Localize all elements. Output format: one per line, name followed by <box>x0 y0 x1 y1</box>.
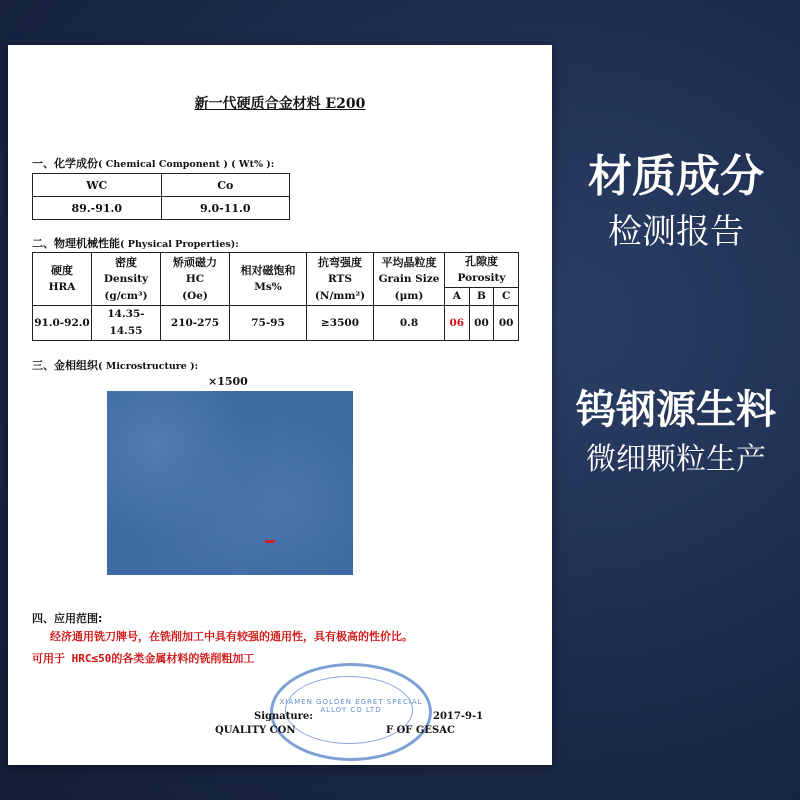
rts-header <box>307 253 374 306</box>
ms-value: 75-95 <box>230 306 307 341</box>
rts-en: RTS <box>328 272 352 285</box>
porosity-value-c: 00 <box>494 306 519 341</box>
grain-value: 0.8 <box>374 306 445 341</box>
grain-unit: (μm) <box>394 289 424 302</box>
porosity-header <box>445 253 519 288</box>
hardness-zh: 硬度 <box>51 264 73 277</box>
coercive-zh: 矫顽磁力 <box>173 255 217 269</box>
physical-table <box>32 252 519 341</box>
quality-label-right: F OF GESAC <box>386 725 455 736</box>
micro-marker <box>265 540 275 543</box>
application-line-1: 经济通用铣刀牌号，在铣削加工中具有较强的通用性，具有极高的性价比。 <box>50 630 413 643</box>
porosity-value-b: 00 <box>469 306 494 341</box>
chem-value-co: 9.0-11.0 <box>161 197 290 220</box>
hardness-en: HRA <box>48 281 76 293</box>
section-physical-heading <box>32 235 239 251</box>
subhead-report: 检测报告 <box>608 212 744 252</box>
chemical-table <box>32 173 290 220</box>
quality-label-left: QUALITY CON <box>215 725 296 736</box>
coercive-header <box>161 253 230 306</box>
section-application-heading: 四、应用范围: <box>32 612 103 625</box>
section-microstructure-heading <box>32 357 198 373</box>
microstructure-image <box>107 391 353 575</box>
hardness-value: 91.0-92.0 <box>33 306 92 341</box>
report-paper <box>8 45 552 765</box>
coercive-value: 210-275 <box>161 306 230 341</box>
section-physical-en: ( Physical Properties): <box>120 239 239 250</box>
density-en: Density <box>103 272 149 285</box>
hardness-header <box>33 253 92 306</box>
rts-zh: 抗弯强度 <box>318 255 362 269</box>
report-title: 新一代硬质合金材料 E200 <box>194 96 366 112</box>
coercive-unit: (Oe) <box>182 289 208 302</box>
ms-zh: 相对磁饱和 <box>240 264 296 277</box>
porosity-col-c: C <box>494 288 519 306</box>
headline-tungsten: 钨钢源生料 <box>576 387 776 433</box>
ms-en: Ms% <box>254 281 282 293</box>
grain-zh: 平均晶粒度 <box>381 255 437 269</box>
porosity-value-a: 06 <box>445 306 470 341</box>
porosity-en: Porosity <box>457 272 506 284</box>
headline-material: 材质成分 <box>588 151 764 202</box>
density-zh: 密度 <box>115 255 137 269</box>
magnification-label: ×1500 <box>208 375 248 388</box>
rts-unit: (N/mm²) <box>314 289 366 302</box>
porosity-col-a: A <box>445 288 470 306</box>
porosity-col-b: B <box>469 288 494 306</box>
rts-value: ≥3500 <box>307 306 374 341</box>
density-header <box>92 253 161 306</box>
grain-header <box>374 253 445 306</box>
ms-header <box>230 253 307 306</box>
grain-en: Grain Size <box>378 272 440 285</box>
application-line-2: 可用于 HRC≤50的各类金属材料的铣削粗加工 <box>32 652 255 665</box>
subhead-fine-grain: 微细颗粒生产 <box>586 442 766 477</box>
section-micro-en: ( Microstructure ): <box>98 361 199 372</box>
density-value: 14.35-14.55 <box>92 306 161 341</box>
section-physical-zh: 二、物理机械性能 <box>32 237 120 250</box>
signature-date: 2017-9-1 <box>433 711 484 722</box>
chem-value-wc: 89.-91.0 <box>33 197 162 220</box>
stamp-text: XIAMEN GOLDEN EGRET SPECIAL ALLOY CO LTD <box>279 698 423 714</box>
coercive-en: HC <box>185 272 205 285</box>
section-chemical-heading <box>32 155 274 171</box>
density-unit: (g/cm³) <box>104 289 148 302</box>
section-chemical-en: ( Chemical Component ) ( Wt% ): <box>98 159 275 170</box>
signature-label: Signature: <box>254 711 313 722</box>
chem-header-wc: WC <box>33 174 162 197</box>
chem-header-co: Co <box>161 174 290 197</box>
section-chemical-zh: 一、化学成份 <box>32 157 98 170</box>
porosity-zh: 孔隙度 <box>465 255 498 268</box>
section-micro-zh: 三、金相组织 <box>32 359 98 372</box>
